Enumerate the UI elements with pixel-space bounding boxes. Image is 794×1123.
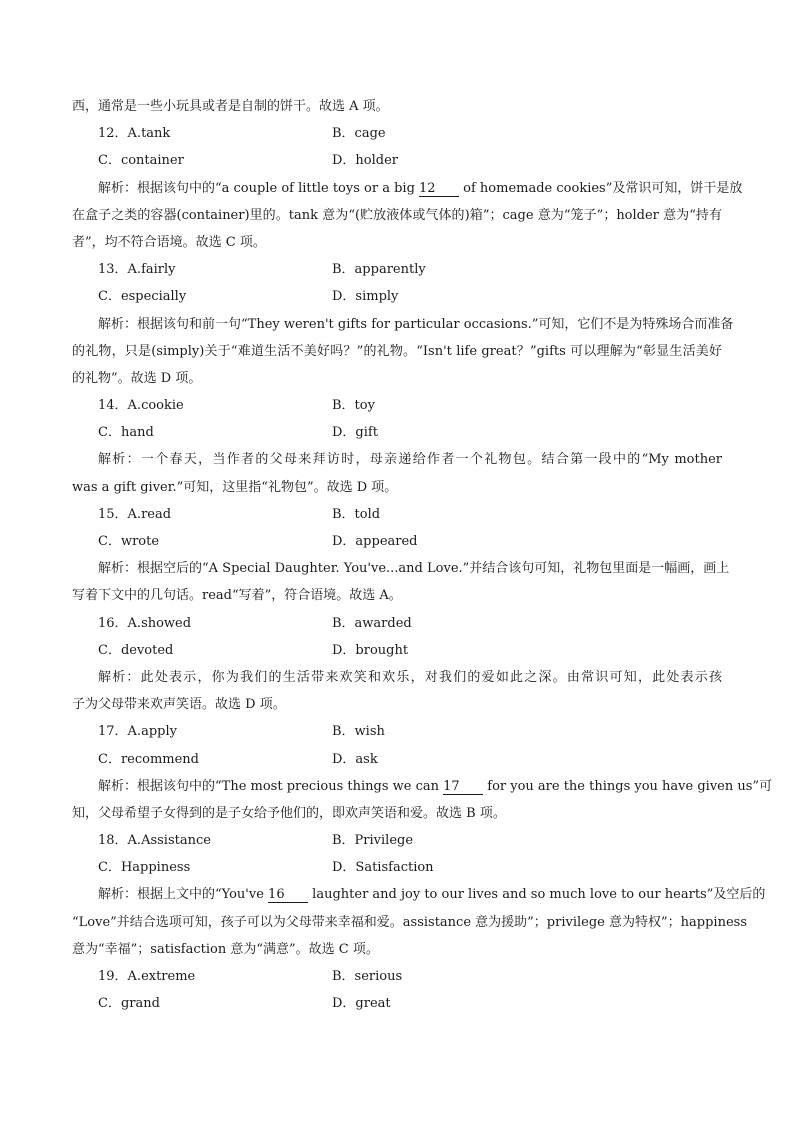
option-left: 17．A.apply [98, 724, 177, 740]
line-text: 西，通常是一些小玩具或者是自制的饼干。故选 A 项。 [72, 99, 389, 114]
line-text: 意为“幸福”；satisfaction 意为“满意”。故选 C 项。 [72, 941, 379, 957]
option-left: C．especially [98, 289, 187, 305]
option-row [72, 854, 722, 881]
explanation-line-start [72, 773, 773, 800]
line-text-after: of homemade cookies”及常识可知，饼干是放 [459, 180, 743, 196]
option-right: D．great [332, 996, 391, 1012]
option-right: D．holder [332, 153, 399, 169]
option-left: C．recommend [98, 751, 200, 767]
text-line [72, 338, 722, 365]
line-text: 在盒子之类的容器(container)里的。tank 意为“(贮放液体或气体的)箱”；cage 意为“笼子”；holder 意为“持有 [72, 207, 722, 223]
option-right: B．serious [332, 969, 403, 984]
line-text: was a gift giver.”可知，这里指“礼物包”。故选 D 项。 [72, 479, 398, 495]
option-left: 12．A.tank [98, 126, 171, 142]
line-text: 的礼物”。故选 D 项。 [72, 370, 202, 386]
line-text: “Love”并结合选项可知，孩子可以为父母带来幸福和爱。assistance 意为援助”；privilege 意为特权”；happiness [72, 914, 747, 930]
line-text: 解析：此处表示，你为我们的生活带来欢笑和欢乐，对我们的爱如此之深。由常识可知，此处表示孩 [98, 669, 722, 685]
blank-number: 17 [443, 780, 483, 795]
answer-explanations [72, 93, 773, 1017]
option-row [72, 147, 722, 174]
option-row [72, 501, 722, 528]
option-left: 15．A.read [98, 506, 172, 522]
option-left: C．hand [98, 425, 154, 441]
option-row [72, 283, 722, 310]
text-line [72, 365, 722, 392]
option-row [72, 256, 722, 283]
option-right: B．awarded [332, 615, 412, 631]
explanation-line-start [72, 311, 734, 338]
option-row [72, 746, 722, 773]
line-text: 解析：一个春天，当作者的父母来拜访时，母亲递给作者一个礼物包。结合第一段中的“My mother [98, 452, 722, 468]
text-line [72, 909, 747, 936]
line-text: 解析：根据该句和前一句“They weren't gifts for particular occasions.”可知，它们不是为特殊场合而准备 [98, 316, 734, 332]
line-text: 知，父母希望子女得到的是子女给予他们的，即欢声笑语和爱。故选 B 项。 [72, 805, 506, 821]
text-line [72, 582, 722, 609]
line-text-after: laughter and joy to our lives and so much love to our hearts”及空后的 [308, 887, 766, 903]
text-line [72, 202, 722, 229]
blank-number: 12 [419, 182, 459, 197]
option-right: B．Privilege [332, 833, 414, 849]
line-text: 者”，均不符合语境。故选 C 项。 [72, 234, 266, 250]
option-right: D．brought [332, 642, 409, 658]
text-line [72, 474, 722, 501]
option-left: C．Happiness [98, 860, 191, 876]
text-line [72, 936, 722, 963]
option-row [72, 419, 722, 446]
line-text: 子为父母带来欢声笑语。故选 D 项。 [72, 697, 286, 713]
option-left: 14．A.cookie [98, 398, 184, 414]
blank-number: 16 [268, 888, 308, 903]
option-row [72, 120, 722, 147]
option-row [72, 610, 722, 637]
option-row [72, 392, 722, 419]
option-right: B．toy [332, 398, 375, 414]
text-line [72, 691, 722, 718]
option-left: 18．A.Assistance [98, 833, 211, 849]
option-right: B．wish [332, 724, 385, 740]
line-text: 解析：根据上文中的“You've [98, 887, 269, 903]
option-left: C．container [98, 153, 184, 169]
text-line [72, 229, 722, 256]
line-text: 解析：根据该句中的“a couple of little toys or a big [98, 180, 420, 196]
option-right: B．apparently [332, 262, 426, 278]
option-right: D．appeared [332, 534, 418, 549]
option-row [72, 528, 722, 555]
option-left: 19．A.extreme [98, 969, 196, 984]
option-right: B．cage [332, 126, 386, 142]
line-text: 写着下文中的几句话。read“写着”，符合语境。故选 A。 [72, 588, 402, 604]
option-right: B．told [332, 506, 381, 522]
text-line [72, 93, 722, 120]
option-left: C．devoted [98, 642, 174, 658]
option-left: C．grand [98, 996, 160, 1012]
line-text: 的礼物，只是(simply)关于“难道生活不美好吗？”的礼物。“Isn't life great？”gifts 可以理解为“彰显生活美好 [72, 343, 722, 359]
explanation-line-start [72, 555, 730, 582]
line-text-after: for you are the things you have given us”可 [483, 778, 773, 794]
explanation-line-start [72, 664, 722, 691]
option-right: D．simply [332, 289, 399, 305]
option-row [72, 827, 722, 854]
option-left: 13．A.fairly [98, 262, 176, 278]
explanation-line-start [72, 175, 743, 202]
explanation-line-start [72, 446, 722, 473]
option-row [72, 990, 722, 1017]
option-row [72, 637, 722, 664]
line-text: 解析：根据该句中的“The most precious things we can [98, 778, 444, 794]
text-line [72, 800, 722, 827]
option-right: D．ask [332, 751, 378, 767]
line-text: 解析：根据空后的“A Special Daughter. You've...and Love.”并结合该句可知，礼物包里面是一幅画，画上 [98, 561, 730, 577]
option-left: C．wrote [98, 534, 160, 549]
option-left: 16．A.showed [98, 615, 192, 631]
option-right: D．Satisfaction [332, 860, 434, 876]
option-row [72, 963, 722, 990]
explanation-line-start [72, 881, 766, 908]
option-row [72, 718, 722, 745]
option-right: D．gift [332, 425, 378, 441]
